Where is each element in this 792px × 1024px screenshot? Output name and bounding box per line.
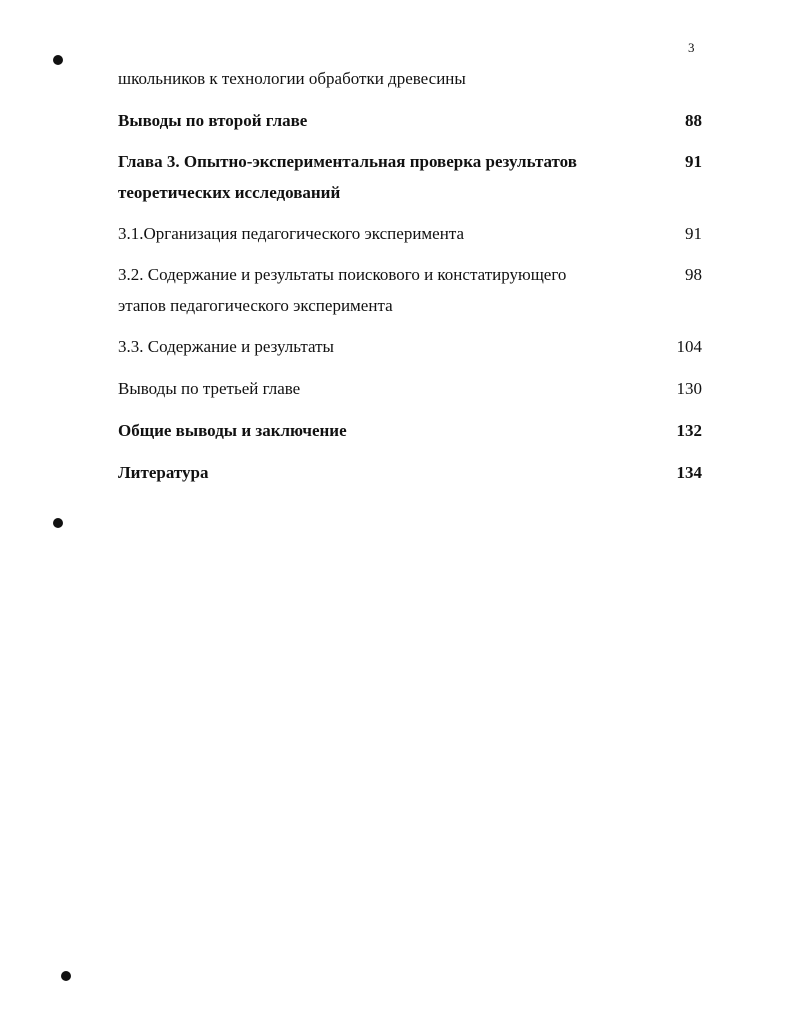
- toc-entry-title: Выводы по третьей главе: [118, 379, 301, 398]
- toc-entry-title: Глава 3. Опытно-экспериментальная проверка результатов: [118, 152, 577, 171]
- toc-entry-page: 88: [685, 111, 702, 130]
- toc-entry-title: 3.2. Содержание и результаты поискового и констатирующего: [118, 265, 567, 284]
- toc-entry-title: 3.3. Содержание и результаты: [118, 337, 334, 356]
- page-number: 3: [688, 40, 695, 55]
- punch-hole-middle: [53, 518, 63, 528]
- toc-entry-page: 91: [685, 224, 702, 243]
- toc-entry-title-continued: теоретических исследований: [118, 183, 341, 202]
- toc-entry-title: школьников к технологии обработки древесины: [118, 69, 466, 88]
- toc-entry-title: 3.1.Организация педагогического эксперимента: [118, 224, 465, 243]
- toc-entry-title: Общие выводы и заключение: [118, 421, 347, 440]
- toc-entry-page: 132: [676, 421, 702, 440]
- toc-entry-title: Выводы по второй главе: [118, 111, 308, 130]
- toc-entry-page: 130: [676, 379, 702, 398]
- punch-hole-top: [53, 55, 63, 65]
- toc-entry-page: 98: [685, 265, 702, 284]
- toc-entry-page: 104: [676, 337, 702, 356]
- punch-hole-bottom: [61, 971, 71, 981]
- toc-entry-page: 91: [685, 152, 702, 171]
- toc-entry-page: 134: [676, 463, 702, 482]
- toc-entry-title-continued: этапов педагогического эксперимента: [118, 296, 393, 315]
- toc-entry-title: Литература: [118, 463, 209, 482]
